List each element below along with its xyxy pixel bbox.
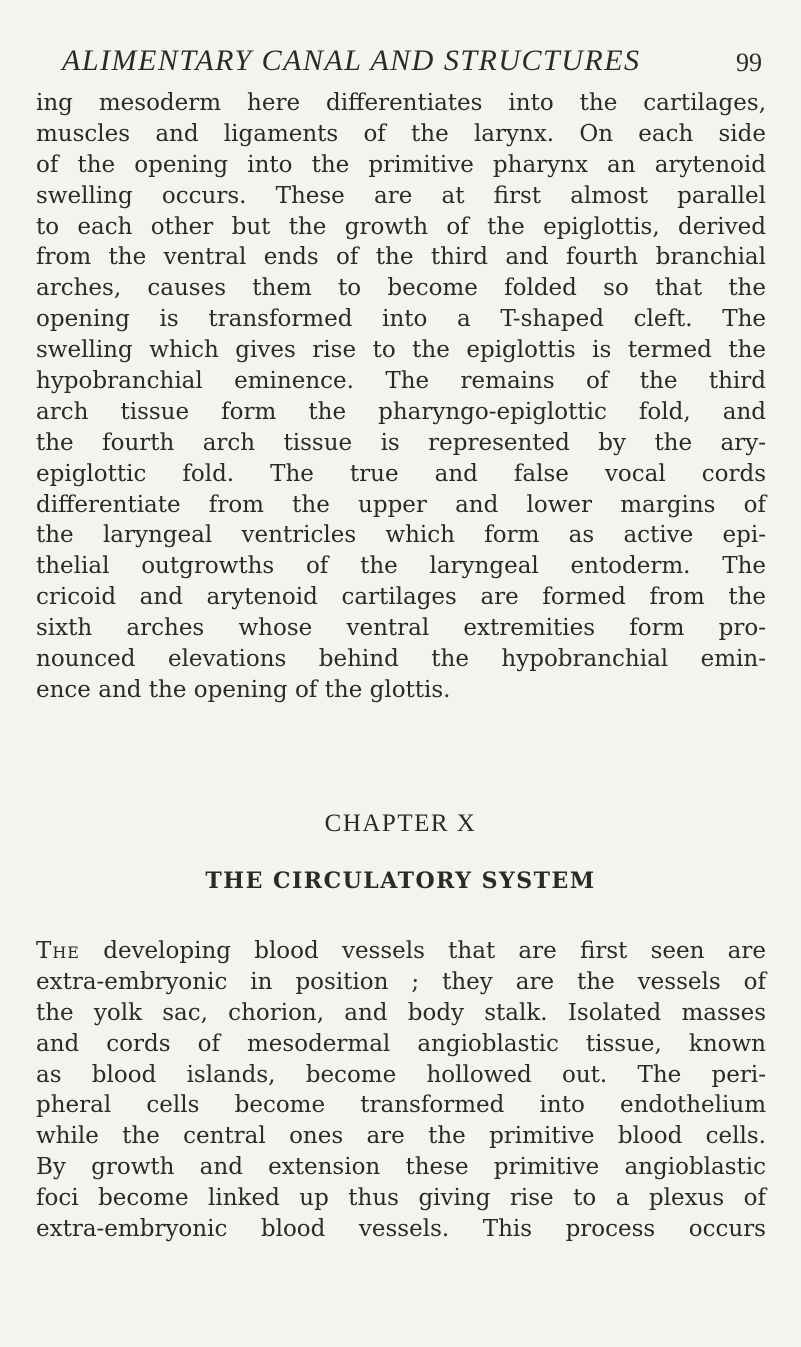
- text-line: arch tissue form the pharyngo-epiglottic fold, and: [36, 398, 766, 425]
- text-line: pheral cells become transformed into endothelium: [36, 1092, 766, 1119]
- running-title: ALIMENTARY CANAL AND STRUCTURES: [62, 44, 641, 77]
- text-line: to each other but the growth of the epiglottis, derived: [36, 213, 766, 240]
- page-number: 99: [736, 48, 762, 77]
- text-line: extra-embryonic blood vessels. This process occurs: [36, 1216, 766, 1243]
- text-line: the fourth arch tissue is represented by the ary-: [36, 429, 766, 456]
- text-line: nounced elevations behind the hypobranchial emin-: [36, 646, 766, 673]
- text-line: epiglottic fold. The true and false vocal cords: [36, 460, 766, 487]
- text-line: from the ventral ends of the third and fourth branchial: [36, 244, 766, 271]
- running-head: [62, 44, 762, 84]
- text-line: swelling occurs. These are at first almost parallel: [36, 182, 766, 209]
- text-line: cricoid and arytenoid cartilages are formed from the: [36, 584, 766, 611]
- text-line: the yolk sac, chorion, and body stalk. Isolated masses: [36, 999, 766, 1026]
- text-line-first: [36, 936, 766, 967]
- text-line: foci become linked up thus giving rise to a plexus of: [36, 1185, 766, 1212]
- chapter-title: THE CIRCULATORY SYSTEM: [205, 868, 596, 894]
- text-line: muscles and ligaments of the larynx. On each side: [36, 120, 766, 147]
- text-line: differentiate from the upper and lower margins of: [36, 491, 766, 518]
- text-line: of the opening into the primitive pharynx an arytenoid: [36, 151, 766, 178]
- text-line: ence and the opening of the glottis.: [36, 676, 451, 703]
- paragraph-circulatory: [36, 936, 766, 1245]
- text-line: opening is transformed into a T-shaped cleft. The: [36, 306, 766, 333]
- text-line: hypobranchial eminence. The remains of the third: [36, 368, 766, 395]
- text-line: swelling which gives rise to the epiglottis is termed the: [36, 337, 766, 364]
- chapter-number: CHAPTER X: [324, 810, 477, 837]
- text-line: and cords of mesodermal angioblastic tissue, known: [36, 1030, 766, 1057]
- text-line: thelial outgrowths of the laryngeal entoderm. The: [36, 553, 766, 580]
- text-line: arches, causes them to become folded so that the: [36, 275, 766, 302]
- text-line: By growth and extension these primitive angioblastic: [36, 1154, 766, 1181]
- text-line: sixth arches whose ventral extremities form pro-: [36, 615, 766, 642]
- text-line: while the central ones are the primitive blood cells.: [36, 1123, 766, 1150]
- paragraph-larynx: [36, 88, 766, 706]
- text-line: as blood islands, become hollowed out. The peri-: [36, 1061, 766, 1088]
- first-line-rest: developing blood vessels that are first seen are: [79, 938, 766, 964]
- text-line: extra-embryonic in position ; they are the vessels of: [36, 968, 766, 995]
- lead-word: The: [36, 938, 80, 964]
- text-line: the laryngeal ventricles which form as active epi-: [36, 522, 766, 549]
- text-line: ing mesoderm here differentiates into the cartilages,: [36, 90, 766, 116]
